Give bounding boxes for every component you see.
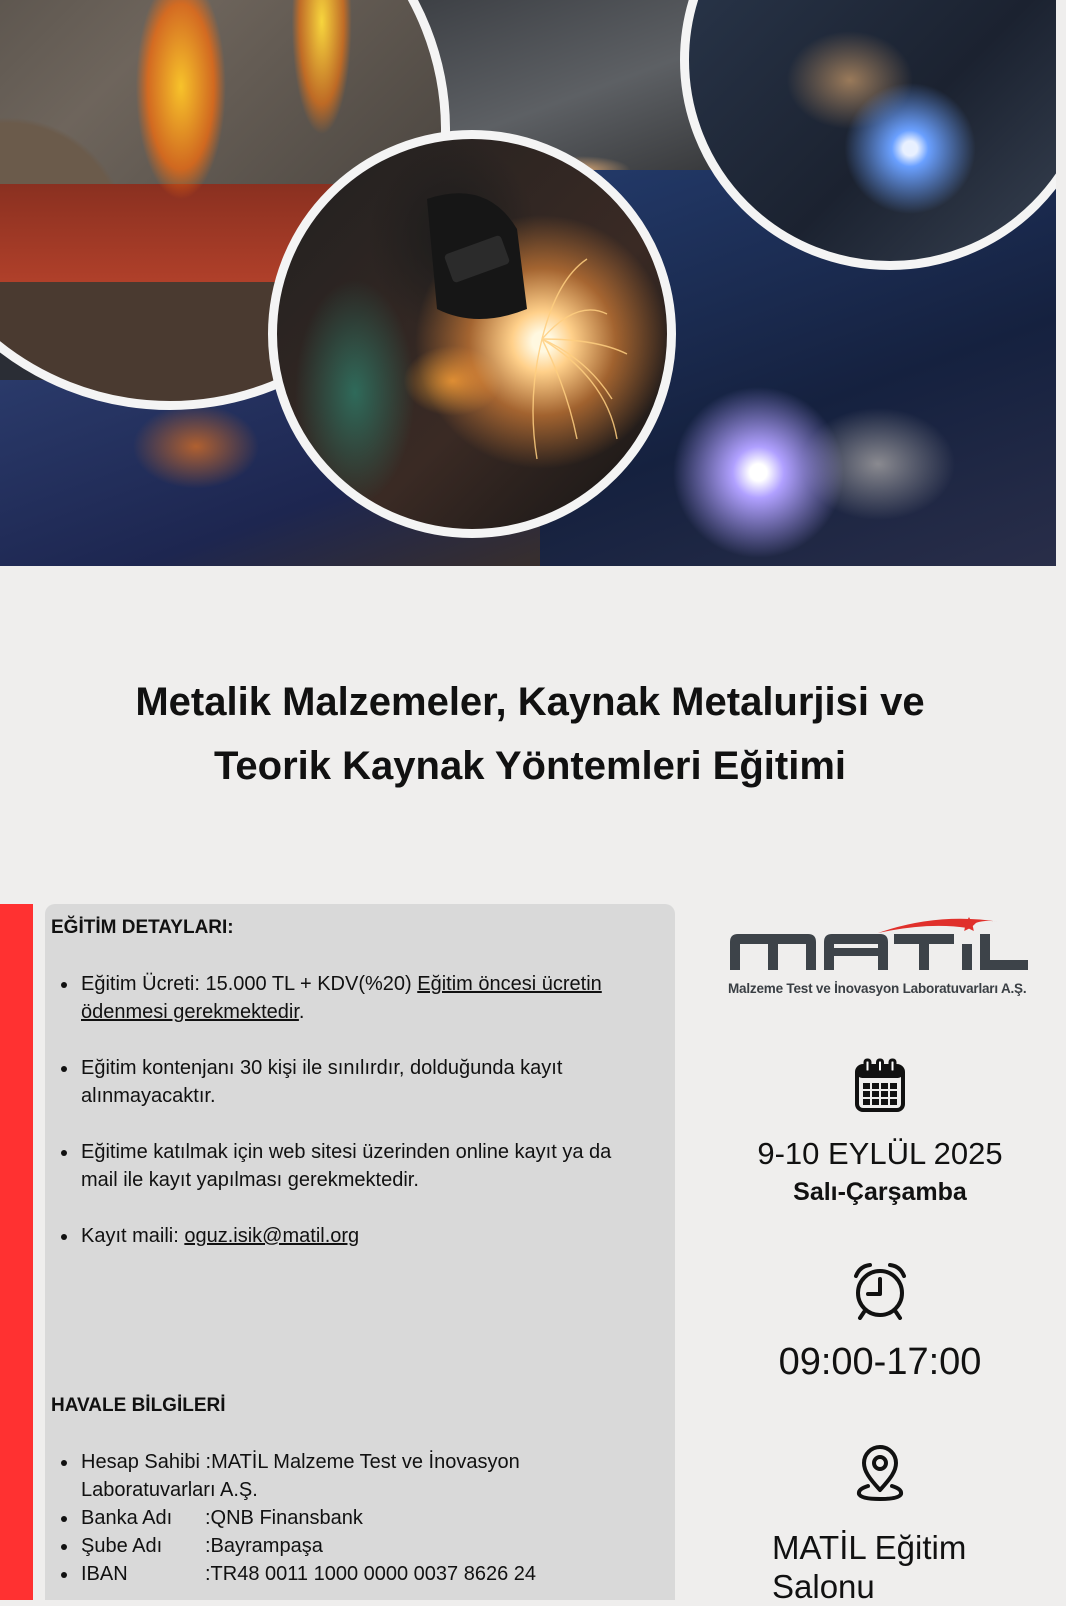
welder-with-mask-photo xyxy=(268,130,676,538)
course-title xyxy=(40,670,1020,798)
accent-bar xyxy=(0,904,33,1600)
iban-item xyxy=(45,1560,655,1588)
account-holder-item xyxy=(45,1448,655,1504)
bank-item xyxy=(45,1504,655,1532)
event-date: 9-10 EYLÜL 2025 xyxy=(757,1136,1003,1171)
email-label: Kayıt maili: xyxy=(81,1225,185,1247)
details-panel xyxy=(45,904,675,1600)
logo-subtitle: Malzeme Test ve İnovasyon Laboratuvarları A.Ş. xyxy=(728,981,1027,996)
branch-label: Şube Adı xyxy=(81,1535,163,1557)
email-item xyxy=(45,1222,645,1250)
iban-value: :TR48 0011 1000 0000 0037 8626 24 xyxy=(205,1563,537,1585)
bank-label: Banka Adı xyxy=(81,1507,173,1529)
fee-text: Eğitim Ücreti: 15.000 TL + KDV(%20) xyxy=(81,973,418,995)
account-holder-value: MATİL Malzeme Test ve İnovasyon Laboratuvarları A.Ş. xyxy=(81,1451,520,1501)
matil-logo xyxy=(728,912,1028,996)
transfer-list xyxy=(45,1448,655,1588)
details-heading: EĞİTİM DETAYLARI: xyxy=(51,917,234,938)
calendar-icon xyxy=(854,1058,906,1119)
branch-item xyxy=(45,1532,655,1560)
alarm-clock-icon xyxy=(852,1262,908,1325)
fee-item xyxy=(45,970,645,1026)
account-holder-label: Hesap Sahibi : xyxy=(81,1451,212,1473)
fee-note: Eğitim öncesi ücretin ödenmesi gerekmektedir xyxy=(81,973,602,1023)
quota-item: Eğitim kontenjanı 30 kişi ile sınılırdır, dolduğunda kayıt alınmayacaktır. xyxy=(45,1054,645,1110)
bank-value: :QNB Finansbank xyxy=(205,1507,363,1529)
title-line-2: Teorik Kaynak Yöntemleri Eğitimi xyxy=(213,744,847,788)
location-pin-icon xyxy=(855,1444,905,1507)
matil-wordmark xyxy=(728,912,1028,974)
event-time: 09:00-17:00 xyxy=(778,1341,982,1383)
iban-label: IBAN xyxy=(81,1563,128,1585)
title-line-1: Metalik Malzemeler, Kaynak Metalurjisi ve xyxy=(135,680,925,724)
fee-end: . xyxy=(298,1001,305,1023)
email-link[interactable]: oguz.isik@matil.org xyxy=(184,1225,360,1247)
registration-item: Eğitime katılmak için web sitesi üzerinden online kayıt ya da mail ile kayıt yapılması gerekmektedir. xyxy=(45,1138,645,1194)
details-list xyxy=(45,970,645,1278)
branch-value: :Bayrampaşa xyxy=(205,1535,323,1557)
hero-photo-collage xyxy=(0,0,1056,566)
event-days: Salı-Çarşamba xyxy=(793,1178,967,1206)
event-venue: MATİL Eğitim Salonu xyxy=(772,1529,967,1605)
transfer-heading: HAVALE BİLGİLERİ xyxy=(51,1395,226,1416)
